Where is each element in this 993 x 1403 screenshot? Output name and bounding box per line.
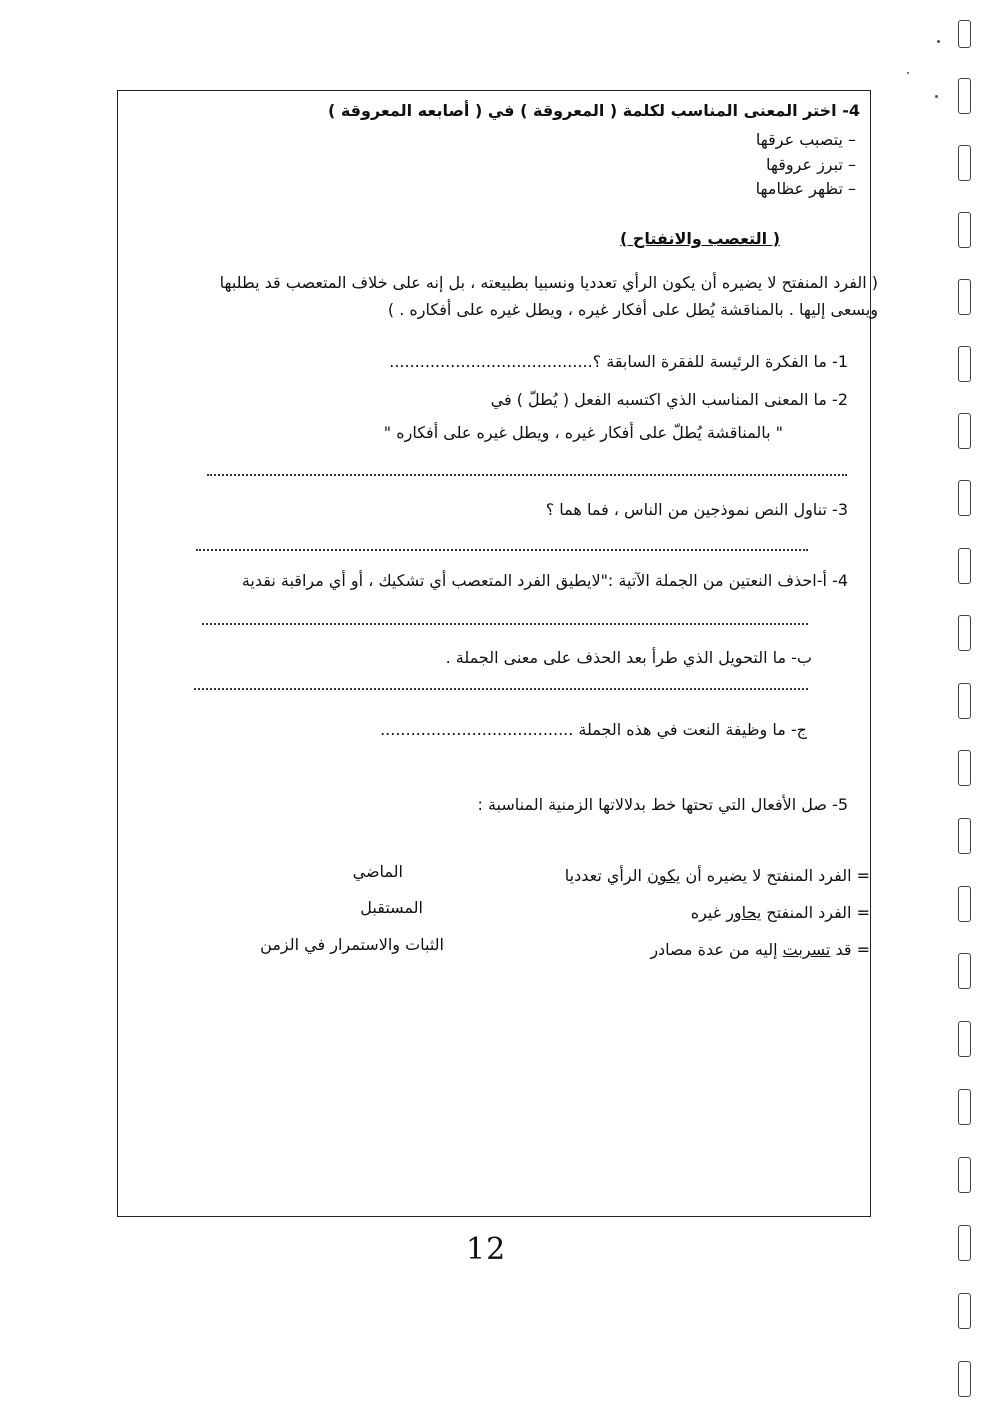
match-prefix: = الفرد المنفتح (761, 903, 870, 922)
binding-hole (958, 886, 971, 922)
underlined-verb: يكون (647, 866, 681, 885)
binding-hole (958, 548, 971, 584)
binding-hole (958, 413, 971, 449)
binding-hole (958, 212, 971, 248)
answer-line[interactable] (207, 474, 847, 476)
match-meaning-1: الماضي (352, 862, 403, 881)
scan-speck (937, 40, 940, 43)
binding-hole (958, 818, 971, 854)
binding-hole (958, 1225, 971, 1261)
scan-speck (935, 95, 938, 98)
section-title: ( التعصب والانفتاح ) (619, 229, 780, 248)
match-meaning-2: المستقبل (360, 898, 423, 917)
binding-hole (958, 1361, 971, 1397)
q4-top-question: 4- اختر المعنى المناسب لكلمة ( المعروقة ) في ( أصابعه المعروقة ) (327, 101, 860, 120)
binding-hole (958, 480, 971, 516)
question-4b: ب- ما التحويل الذي طرأ بعد الحذف على معنى الجملة . (445, 648, 812, 667)
question-2: 2- ما المعنى المناسب الذي اكتسبه الفعل ( يُطلّ ) في (490, 390, 848, 409)
match-suffix: إليه من عدة مصادر (650, 940, 783, 959)
answer-line[interactable] (202, 623, 808, 625)
question-4c: ج- ما وظيفة النعت في هذه الجملة ...................................... (380, 720, 807, 739)
underlined-verb: يحاور (726, 903, 762, 922)
binding-hole (958, 145, 971, 181)
match-sentence-3 (650, 940, 870, 960)
binding-hole (958, 953, 971, 989)
passage-line-2: ويسعى إليها . بالمناقشة يُطل على أفكار غيره ، ويطل غيره على أفكاره . ) (387, 300, 878, 319)
question-5: 5- صل الأفعال التي تحتها خط بدلالاتها الزمنية المناسبة : (477, 795, 848, 814)
binding-hole (958, 683, 971, 719)
answer-line[interactable] (194, 688, 808, 690)
match-suffix: غيره (690, 903, 727, 922)
question-2-quote: " بالمناقشة يُطلّ على أفكار غيره ، ويطل غيره على أفكاره " (383, 423, 783, 442)
page-number: 12 (466, 1232, 507, 1267)
question-1: 1- ما الفكرة الرئيسة للفقرة السابقة ؟........................................ (389, 352, 848, 371)
underlined-verb: تسربت (782, 940, 831, 959)
q4-option-2: – تبرز عروقها (765, 155, 856, 174)
match-prefix: = قد (830, 940, 870, 959)
answer-line[interactable] (196, 549, 808, 551)
binding-hole (958, 615, 971, 651)
question-3: 3- تناول النص نموذجين من الناس ، فما هما ؟ (545, 500, 848, 519)
binding-hole (958, 1157, 971, 1193)
match-sentence-1 (565, 866, 870, 886)
binding-hole (958, 750, 971, 786)
binding-hole (958, 1089, 971, 1125)
q4-option-1: – يتصبب عرقها (755, 130, 856, 149)
match-sentence-2 (691, 903, 870, 923)
binding-hole (958, 346, 971, 382)
binding-hole (958, 279, 971, 315)
match-prefix: = الفرد المنفتح لا يضيره أن (680, 866, 870, 885)
binding-hole (958, 1293, 971, 1329)
binding-hole (958, 1021, 971, 1057)
scan-speck (907, 72, 909, 74)
question-4a: 4- أ-احذف النعتين من الجملة الآتية :"لايطيق الفرد المتعصب أي تشكيك ، أو أي مراقبة نقدية (241, 571, 848, 590)
binding-hole (958, 20, 971, 48)
q4-option-3: – تظهر عظامها (755, 179, 856, 198)
binding-hole (958, 78, 971, 114)
match-suffix: الرأي تعدديا (564, 866, 648, 885)
match-meaning-3: الثبات والاستمرار في الزمن (260, 935, 444, 954)
passage-line-1: ( الفرد المنفتح لا يضيره أن يكون الرأي تعدديا ونسبيا بطبيعته ، بل إنه على خلاف المتعصب قد يطلبها (219, 273, 878, 292)
